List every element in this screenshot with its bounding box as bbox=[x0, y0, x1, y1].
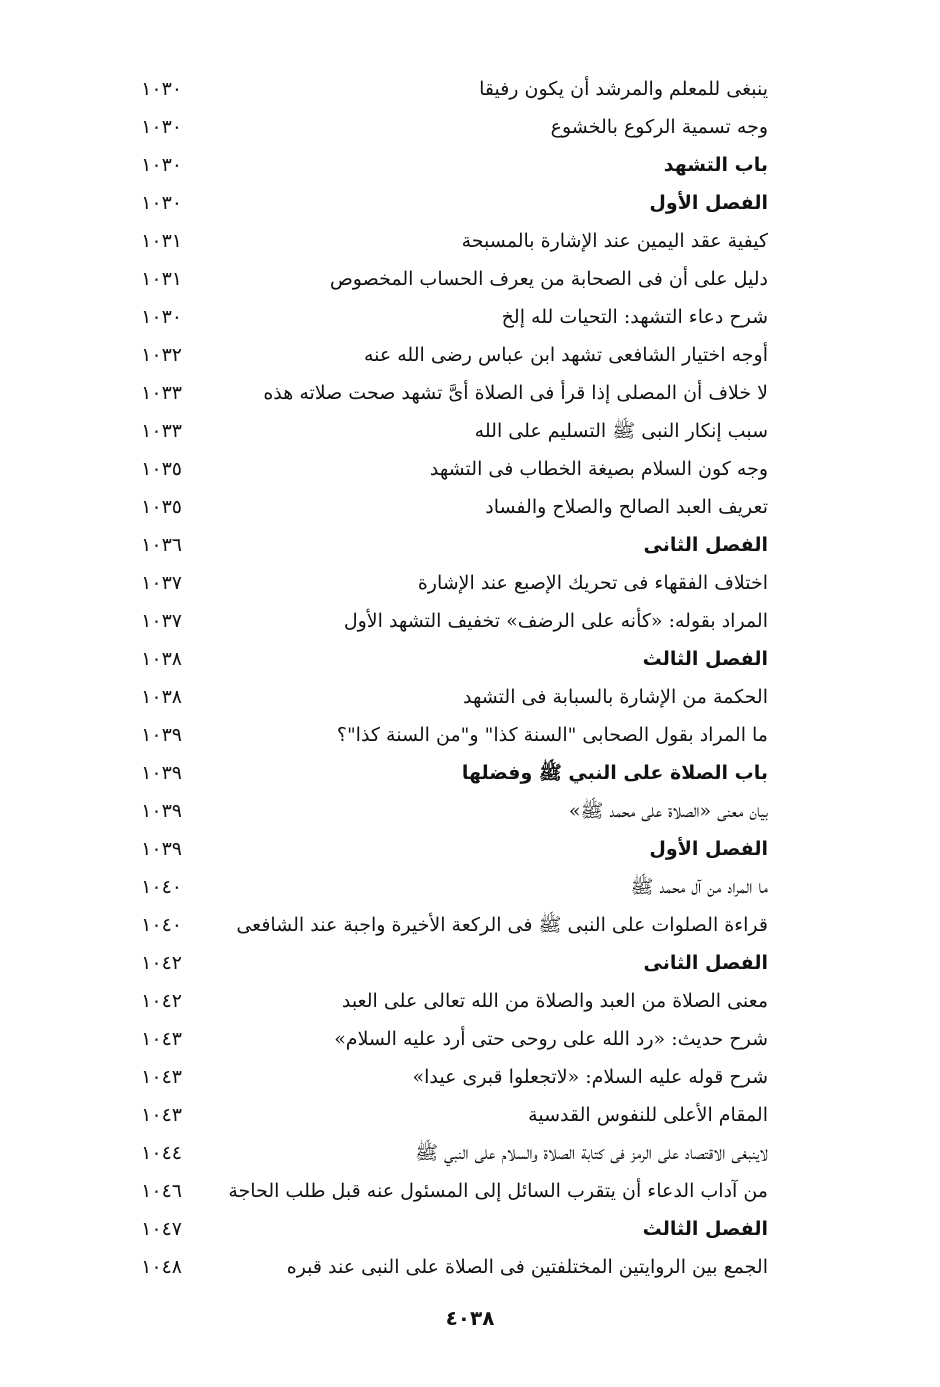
toc-entry-page: ١٠٣٩ bbox=[141, 724, 182, 746]
toc-entry bbox=[100, 1096, 780, 1134]
toc-section-heading bbox=[100, 754, 780, 792]
toc-entry bbox=[100, 792, 780, 830]
toc-entry-page: ١٠٣٦ bbox=[141, 534, 182, 556]
toc-entry bbox=[100, 70, 780, 108]
toc-entry-title: من آداب الدعاء أن يتقرب السائل إلى المسئول عنه قبل طلب الحاجة bbox=[228, 1180, 768, 1202]
toc-entry-title: دليل على أن فى الصحابة من يعرف الحساب المخصوص bbox=[329, 268, 768, 290]
toc-entry-title: شرح قوله عليه السلام: «لاتجعلوا قبرى عيدا» bbox=[412, 1066, 768, 1088]
toc-entry-title: باب التشهد bbox=[663, 154, 768, 176]
toc-section-heading bbox=[100, 1210, 780, 1248]
toc-section-heading bbox=[100, 146, 780, 184]
toc-entry bbox=[100, 1134, 780, 1172]
toc-entry-title: بيان معنى «الصلاة على محمد ﷺ» bbox=[568, 800, 768, 822]
toc-entry-page: ١٠٤٠ bbox=[141, 914, 182, 936]
toc-entry-page: ١٠٤٠ bbox=[141, 876, 182, 898]
toc-entry bbox=[100, 602, 780, 640]
toc-entry-title: أوجه اختيار الشافعى تشهد ابن عباس رضى الله عنه bbox=[363, 344, 768, 366]
toc-entry-page: ١٠٣٩ bbox=[141, 762, 182, 784]
toc-entry-page: ١٠٣٨ bbox=[141, 686, 182, 708]
toc-entry-title: ما المراد من آل محمد ﷺ bbox=[630, 876, 768, 898]
toc-entry bbox=[100, 222, 780, 260]
toc-entry-title: لا خلاف أن المصلى إذا قرأ فى الصلاة أىَّ تشهد صحت صلاته هذه bbox=[263, 382, 768, 404]
toc-entry bbox=[100, 678, 780, 716]
toc-entry bbox=[100, 412, 780, 450]
toc-section-heading bbox=[100, 640, 780, 678]
toc-entry bbox=[100, 108, 780, 146]
toc-entry bbox=[100, 298, 780, 336]
toc-entry-title: معنى الصلاة من العبد والصلاة من الله تعالى على العبد bbox=[341, 990, 768, 1012]
toc-entry-title: سبب إنكار النبى ﷺ التسليم على الله bbox=[474, 420, 768, 442]
toc-entry-page: ١٠٣١ bbox=[141, 268, 182, 290]
toc-entry-title: ينبغى للمعلم والمرشد أن يكون رفيقا bbox=[479, 78, 768, 100]
toc-entry-page: ١٠٣٢ bbox=[141, 344, 182, 366]
page-number: ٤٠٣٨ bbox=[445, 1306, 495, 1330]
toc-entry-page: ١٠٤٢ bbox=[141, 952, 182, 974]
table-of-contents bbox=[100, 70, 780, 1286]
toc-section-heading bbox=[100, 830, 780, 868]
toc-entry bbox=[100, 1248, 780, 1286]
toc-entry-page: ١٠٤٤ bbox=[141, 1142, 182, 1164]
toc-entry-page: ١٠٤٦ bbox=[141, 1180, 182, 1202]
toc-entry-title: تعريف العبد الصالح والصلاح والفساد bbox=[485, 496, 768, 518]
toc-entry-title: الحكمة من الإشارة بالسبابة فى التشهد bbox=[462, 686, 768, 708]
toc-entry-title: الفصل الثانى bbox=[643, 534, 768, 556]
toc-entry bbox=[100, 1172, 780, 1210]
toc-entry-page: ١٠٣٠ bbox=[141, 78, 182, 100]
toc-entry-title: الفصل الثانى bbox=[643, 952, 768, 974]
toc-section-heading bbox=[100, 944, 780, 982]
toc-entry-page: ١٠٣٧ bbox=[141, 610, 182, 632]
toc-entry-title: باب الصلاة على النبي ﷺ وفضلها bbox=[461, 762, 768, 784]
toc-entry bbox=[100, 488, 780, 526]
toc-entry bbox=[100, 336, 780, 374]
toc-section-heading bbox=[100, 184, 780, 222]
toc-entry-page: ١٠٣٠ bbox=[141, 192, 182, 214]
toc-entry-title: شرح دعاء التشهد: التحيات لله إلخ bbox=[501, 306, 768, 328]
toc-entry-title: المراد بقوله: «كأنه على الرضف» تخفيف التشهد الأول bbox=[343, 610, 768, 632]
toc-entry-page: ١٠٣٩ bbox=[141, 838, 182, 860]
toc-entry-page: ١٠٤٧ bbox=[141, 1218, 182, 1240]
toc-section-heading bbox=[100, 526, 780, 564]
toc-entry-page: ١٠٤٨ bbox=[141, 1256, 182, 1278]
toc-entry-page: ١٠٤٣ bbox=[141, 1104, 182, 1126]
toc-entry-title: لاينبغى الاقتصاد على الرمز فى كتابة الصلاة والسلام على النبي ﷺ bbox=[415, 1142, 768, 1164]
toc-entry bbox=[100, 260, 780, 298]
toc-entry-title: الفصل الثالث bbox=[642, 648, 768, 670]
toc-entry bbox=[100, 374, 780, 412]
toc-entry bbox=[100, 1058, 780, 1096]
toc-entry-page: ١٠٣٣ bbox=[141, 382, 182, 404]
toc-entry bbox=[100, 906, 780, 944]
toc-entry-page: ١٠٤٣ bbox=[141, 1066, 182, 1088]
toc-entry-title: كيفية عقد اليمين عند الإشارة بالمسبحة bbox=[461, 230, 768, 252]
toc-entry-page: ١٠٣٨ bbox=[141, 648, 182, 670]
toc-entry-page: ١٠٣٧ bbox=[141, 572, 182, 594]
toc-entry bbox=[100, 716, 780, 754]
toc-entry bbox=[100, 564, 780, 602]
toc-entry-page: ١٠٣٠ bbox=[141, 116, 182, 138]
toc-entry-title: المقام الأعلى للنفوس القدسية bbox=[528, 1104, 768, 1126]
toc-entry bbox=[100, 450, 780, 488]
toc-entry-title: قراءة الصلوات على النبى ﷺ فى الركعة الأخيرة واجبة عند الشافعى bbox=[236, 914, 768, 936]
toc-entry bbox=[100, 982, 780, 1020]
toc-entry-page: ١٠٤٢ bbox=[141, 990, 182, 1012]
toc-entry-page: ١٠٣٠ bbox=[141, 154, 182, 176]
toc-entry-title: وجه كون السلام بصيغة الخطاب فى التشهد bbox=[429, 458, 768, 480]
toc-entry-title: شرح حديث: «رد الله على روحى حتى أرد عليه السلام» bbox=[334, 1028, 768, 1050]
toc-entry-title: الفصل الأول bbox=[649, 192, 768, 214]
toc-entry-title: الفصل الثالث bbox=[642, 1218, 768, 1240]
toc-entry-page: ١٠٣١ bbox=[141, 230, 182, 252]
toc-entry-page: ١٠٣٥ bbox=[141, 458, 182, 480]
toc-entry-page: ١٠٣٠ bbox=[141, 306, 182, 328]
toc-entry-title: الفصل الأول bbox=[649, 838, 768, 860]
toc-entry-title: وجه تسمية الركوع بالخشوع bbox=[550, 116, 768, 138]
toc-entry-page: ١٠٣٥ bbox=[141, 496, 182, 518]
toc-entry-page: ١٠٣٩ bbox=[141, 800, 182, 822]
toc-entry-title: ما المراد بقول الصحابى "السنة كذا" و"من السنة كذا"؟ bbox=[336, 724, 768, 746]
toc-entry-title: الجمع بين الروايتين المختلفتين فى الصلاة على النبى عند قبره bbox=[286, 1256, 768, 1278]
toc-entry-title: اختلاف الفقهاء فى تحريك الإصبع عند الإشارة bbox=[417, 572, 768, 594]
toc-entry-page: ١٠٤٣ bbox=[141, 1028, 182, 1050]
toc-entry-page: ١٠٣٣ bbox=[141, 420, 182, 442]
toc-entry bbox=[100, 868, 780, 906]
toc-entry bbox=[100, 1020, 780, 1058]
